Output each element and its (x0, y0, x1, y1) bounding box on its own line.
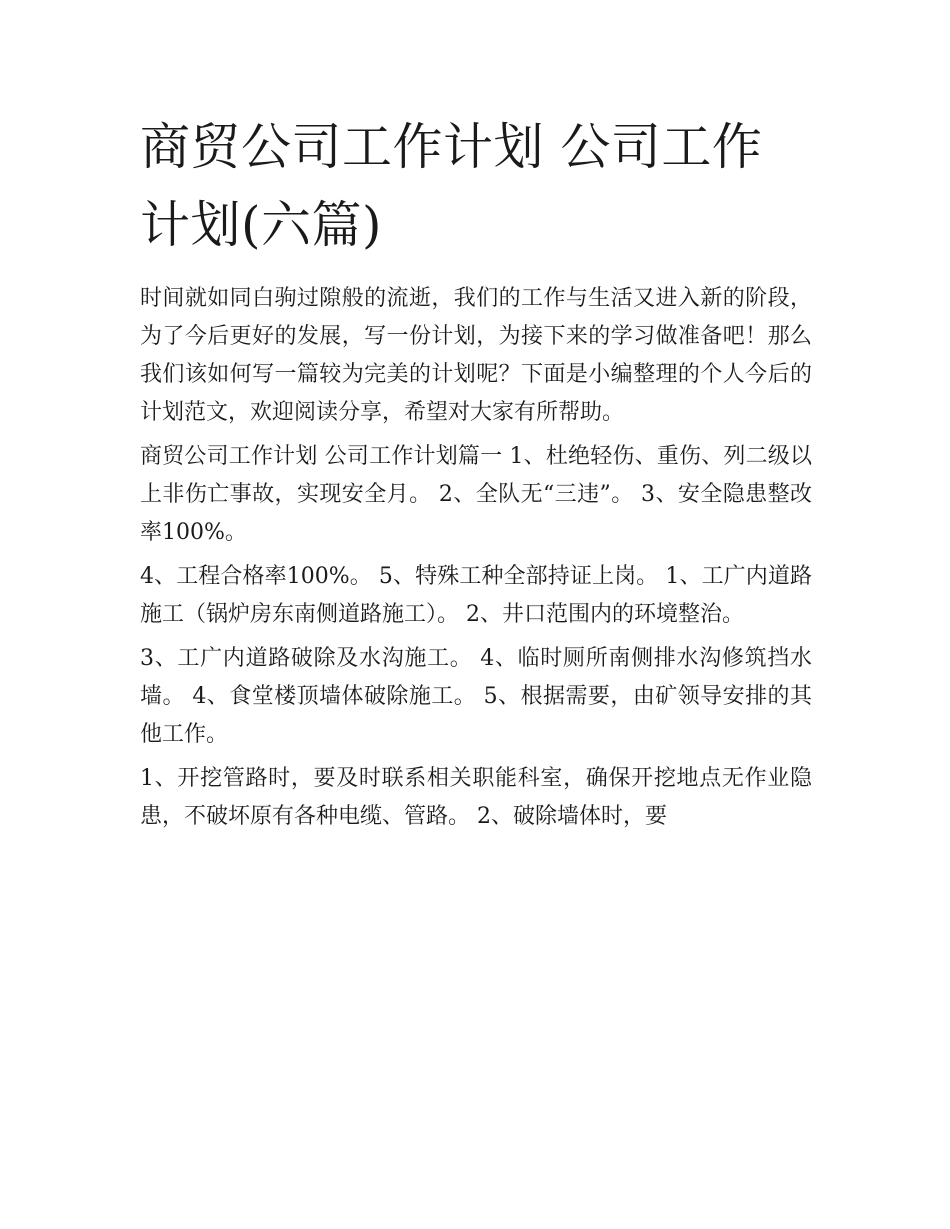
body-paragraph: 3、工广内道路破除及水沟施工。 4、临时厕所南侧排水沟修筑挡水墙。 4、食堂楼顶墙体破除施工。 5、根据需要，由矿领导安排的其他工作。 (140, 646, 812, 747)
document-title: 商贸公司工作计划 公司工作计划(六篇) (140, 118, 763, 254)
body-paragraph: 1、开挖管路时，要及时联系相关职能科室，确保开挖地点无作业隐患，不破坏原有各种电缆、管路。 2、破除墙体时，要 (140, 766, 812, 829)
document-page (140, 108, 812, 842)
body-paragraph: 4、工程合格率100%。 5、特殊工种全部持证上岗。 1、工广内道路施工（锅炉房东南侧道路施工）。 2、井口范围内的环境整治。 (140, 564, 812, 627)
body-paragraph: 商贸公司工作计划 公司工作计划篇一 1、杜绝轻伤、重伤、列二级以上非伤亡事故，实现安全月。 2、全队无“三违”。 3、安全隐患整改率100%。 (140, 444, 812, 545)
intro-paragraph: 时间就如同白驹过隙般的流逝，我们的工作与生活又进入新的阶段，为了今后更好的发展，写一份计划，为接下来的学习做准备吧！那么我们该如何写一篇较为完美的计划呢？下面是小编整理的个人今后的计划范文，欢迎阅读分享，希望对大家有所帮助。 (140, 286, 812, 425)
